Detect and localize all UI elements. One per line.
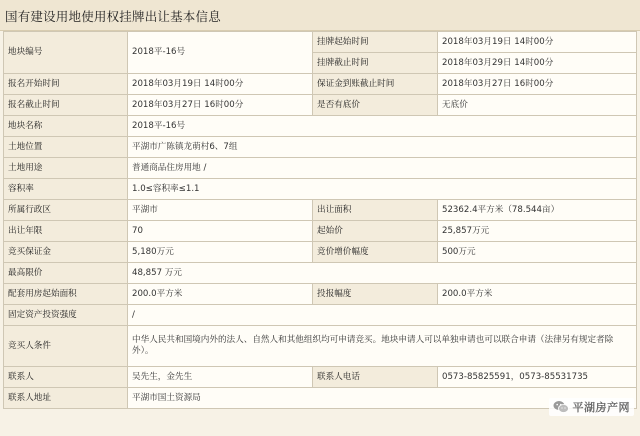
watermark-text: 平湖房产网 [572,401,630,414]
label-land-location: 土地位置 [4,137,128,158]
table-row [4,95,637,116]
label-supporting-area: 配套用房起始面积 [4,284,128,305]
table-row [4,137,637,158]
label-bid-increment: 竞价增价幅度 [313,242,438,263]
label-registration-end: 报名截止时间 [4,95,128,116]
value-parcel-id: 2018平-16号 [128,32,313,74]
value-registration-start: 2018年03月19日 14时00分 [128,74,313,95]
label-parcel-id: 地块编号 [4,32,128,74]
label-deposit-deadline: 保证金到账截止时间 [313,74,438,95]
label-transfer-term: 出让年限 [4,221,128,242]
label-registration-start: 报名开始时间 [4,74,128,95]
label-investment-intensity: 固定资产投资强度 [4,305,128,326]
value-plot-ratio: 1.0≤容积率≤1.1 [128,179,637,200]
value-transfer-area: 52362.4平方米（78.544亩） [438,200,637,221]
value-bid-step: 200.0平方米 [438,284,637,305]
label-listing-start: 挂牌起始时间 [313,32,438,53]
value-contact: 吴先生，金先生 [128,367,313,388]
label-bidder-conditions: 竞买人条件 [4,326,128,367]
label-contact: 联系人 [4,367,128,388]
value-transfer-term: 70 [128,221,313,242]
table-row [4,326,637,367]
value-supporting-area: 200.0平方米 [128,284,313,305]
value-contact-address: 平湖市国土资源局 [128,388,637,409]
table-row [4,179,637,200]
label-district: 所属行政区 [4,200,128,221]
table-row [4,388,637,409]
label-max-price: 最高限价 [4,263,128,284]
title-bar [0,0,640,31]
label-contact-phone: 联系人电话 [313,367,438,388]
label-reserve-price: 是否有底价 [313,95,438,116]
table-row [4,367,637,388]
value-investment-intensity: / [128,305,637,326]
value-land-use: 普通商品住房用地 / [128,158,637,179]
table-row [4,242,637,263]
table-row [4,305,637,326]
value-registration-end: 2018年03月27日 16时00分 [128,95,313,116]
value-bid-increment: 500万元 [438,242,637,263]
table-row [4,74,637,95]
value-starting-price: 25,857万元 [438,221,637,242]
table-row [4,116,637,137]
label-land-use: 土地用途 [4,158,128,179]
wechat-icon [553,400,569,414]
table-row [4,158,637,179]
label-listing-end: 挂牌截止时间 [313,53,438,74]
table-row [4,32,637,53]
value-listing-end: 2018年03月29日 14时00分 [438,53,637,74]
watermark [549,398,635,416]
value-max-price: 48,857 万元 [128,263,637,284]
page-title: 国有建设用地使用权挂牌出让基本信息 [5,9,221,24]
label-parcel-name: 地块名称 [4,116,128,137]
land-info-table [3,31,637,409]
value-listing-start: 2018年03月19日 14时00分 [438,32,637,53]
value-contact-phone: 0573-85825591，0573-85531735 [438,367,637,388]
value-bidder-conditions: 中华人民共和国境内外的法人、自然人和其他组织均可申请竞买。地块申请人可以单独申请也可以联合申请（法律另有规定者除外）。 [128,326,637,367]
table-row [4,221,637,242]
value-parcel-name: 2018平-16号 [128,116,637,137]
label-plot-ratio: 容积率 [4,179,128,200]
table-row [4,263,637,284]
label-transfer-area: 出让面积 [313,200,438,221]
value-land-location: 平湖市广陈镇龙萌村6、7组 [128,137,637,158]
label-bid-step: 投报幅度 [313,284,438,305]
label-starting-price: 起始价 [313,221,438,242]
value-reserve-price: 无底价 [438,95,637,116]
table-row [4,284,637,305]
table-row [4,200,637,221]
label-bid-deposit: 竞买保证金 [4,242,128,263]
value-deposit-deadline: 2018年03月27日 16时00分 [438,74,637,95]
label-contact-address: 联系人地址 [4,388,128,409]
value-bid-deposit: 5,180万元 [128,242,313,263]
value-district: 平湖市 [128,200,313,221]
